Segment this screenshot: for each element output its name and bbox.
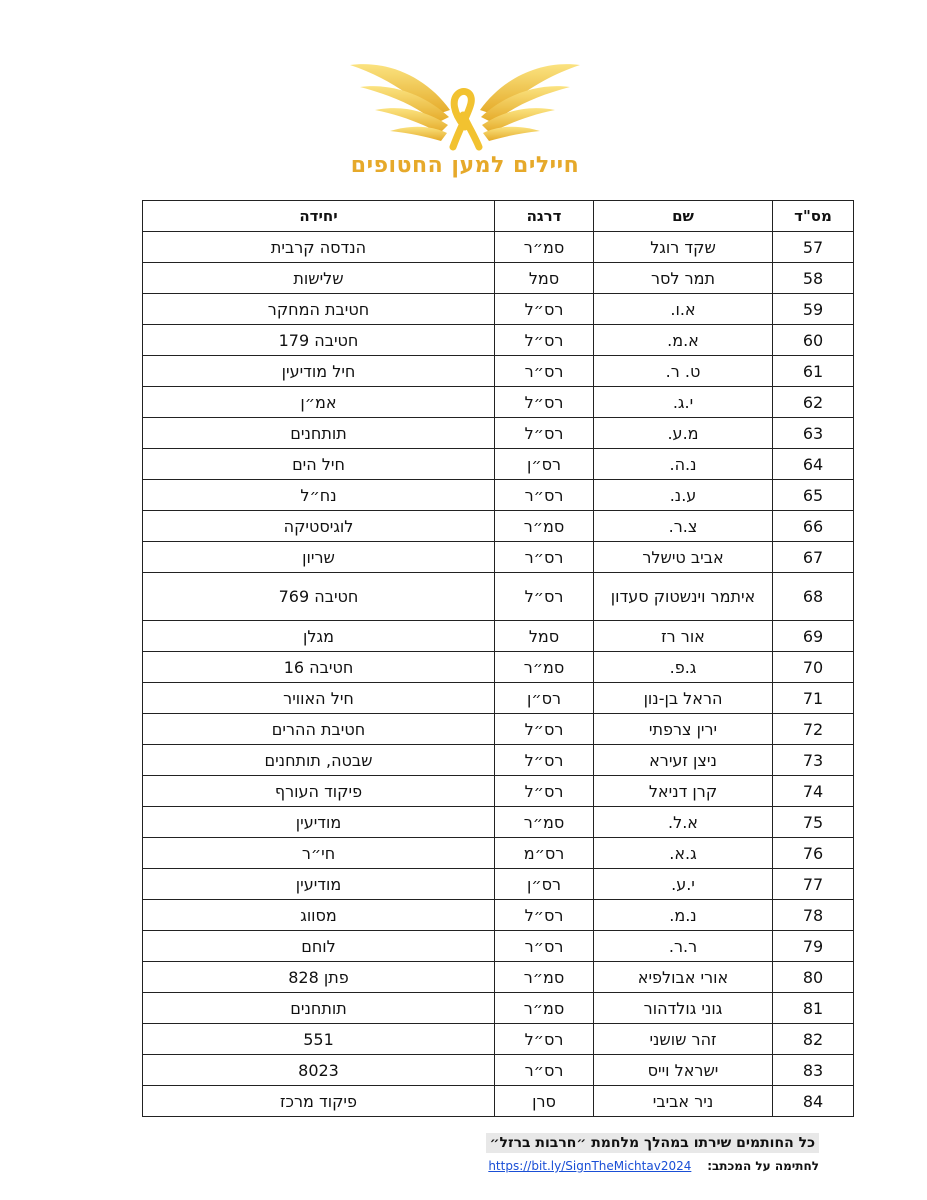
cell-rank: סמ״ר <box>495 993 594 1024</box>
table-row <box>143 356 854 387</box>
cell-num: 78 <box>773 900 854 931</box>
cell-unit: נח״ל <box>143 480 495 511</box>
cell-rank: סמ״ר <box>495 962 594 993</box>
cell-rank: רס״מ <box>495 838 594 869</box>
cell-name: אור רז <box>594 621 773 652</box>
cell-rank: סמ״ר <box>495 652 594 683</box>
cell-name: הראל בן-נון <box>594 683 773 714</box>
table-row <box>143 807 854 838</box>
footer <box>486 1132 819 1173</box>
cell-num: 60 <box>773 325 854 356</box>
cell-rank: רס״ל <box>495 776 594 807</box>
cell-rank: רס״ל <box>495 900 594 931</box>
table-row <box>143 621 854 652</box>
cell-num: 71 <box>773 683 854 714</box>
cell-num: 59 <box>773 294 854 325</box>
cell-unit: פיקוד העורף <box>143 776 495 807</box>
cell-rank: רס״ר <box>495 931 594 962</box>
cell-num: 76 <box>773 838 854 869</box>
cell-name: שקד רוגל <box>594 232 773 263</box>
cell-num: 65 <box>773 480 854 511</box>
cell-unit: חטיבת ההרים <box>143 714 495 745</box>
cell-unit: מודיעין <box>143 807 495 838</box>
cell-name: נ.מ. <box>594 900 773 931</box>
table-row <box>143 838 854 869</box>
cell-num: 70 <box>773 652 854 683</box>
cell-num: 58 <box>773 263 854 294</box>
table-row <box>143 387 854 418</box>
cell-rank: רס״ר <box>495 1055 594 1086</box>
table-row <box>143 418 854 449</box>
cell-name: א.ל. <box>594 807 773 838</box>
cell-rank: רס״ן <box>495 683 594 714</box>
table-row <box>143 542 854 573</box>
cell-rank: רס״ל <box>495 325 594 356</box>
cell-num: 57 <box>773 232 854 263</box>
cell-unit: לוגיסטיקה <box>143 511 495 542</box>
cell-num: 61 <box>773 356 854 387</box>
cell-rank: רס״ל <box>495 714 594 745</box>
cell-rank: רס״ר <box>495 356 594 387</box>
cell-unit: מודיעין <box>143 869 495 900</box>
cell-unit: לוחם <box>143 931 495 962</box>
table-row <box>143 1024 854 1055</box>
cell-name: ט. ר. <box>594 356 773 387</box>
cell-num: 69 <box>773 621 854 652</box>
cell-unit: מסווג <box>143 900 495 931</box>
header-unit: יחידה <box>143 201 495 232</box>
table-row <box>143 683 854 714</box>
cell-num: 64 <box>773 449 854 480</box>
cell-name: איתמר וינשטוק סעדון <box>594 573 773 621</box>
cell-rank: רס״ן <box>495 869 594 900</box>
signatories-table <box>142 200 854 1117</box>
table-row <box>143 573 854 621</box>
cell-unit: פתן 828 <box>143 962 495 993</box>
cell-rank: רס״ר <box>495 542 594 573</box>
table-row <box>143 263 854 294</box>
cell-rank: רס״ל <box>495 573 594 621</box>
cell-unit: תותחנים <box>143 993 495 1024</box>
cell-name: ניצן זעירא <box>594 745 773 776</box>
cell-num: 74 <box>773 776 854 807</box>
cell-name: ג.פ. <box>594 652 773 683</box>
cell-unit: 551 <box>143 1024 495 1055</box>
cell-num: 73 <box>773 745 854 776</box>
table-row <box>143 993 854 1024</box>
cell-name: נ.ה. <box>594 449 773 480</box>
cell-name: ר.ר. <box>594 931 773 962</box>
cell-unit: שלישות <box>143 263 495 294</box>
cell-name: גוני גולדהור <box>594 993 773 1024</box>
cell-rank: רס״ל <box>495 294 594 325</box>
cell-rank: סמל <box>495 263 594 294</box>
cell-num: 63 <box>773 418 854 449</box>
cell-rank: רס״ל <box>495 1024 594 1055</box>
header-name: שם <box>594 201 773 232</box>
cell-name: תמר לסר <box>594 263 773 294</box>
cell-unit: תותחנים <box>143 418 495 449</box>
cell-name: ישראל וייס <box>594 1055 773 1086</box>
table-row <box>143 962 854 993</box>
cell-unit: חטיבה 179 <box>143 325 495 356</box>
cell-rank: רס״ל <box>495 745 594 776</box>
cell-num: 80 <box>773 962 854 993</box>
table-row <box>143 714 854 745</box>
table-row <box>143 900 854 931</box>
cell-name: א.מ. <box>594 325 773 356</box>
cell-name: אביב טישלר <box>594 542 773 573</box>
cell-name: קרן דניאל <box>594 776 773 807</box>
cell-unit: פיקוד מרכז <box>143 1086 495 1117</box>
cell-num: 62 <box>773 387 854 418</box>
cell-name: י.ע. <box>594 869 773 900</box>
cell-unit: חיל האוויר <box>143 683 495 714</box>
cell-name: א.ו. <box>594 294 773 325</box>
cell-num: 81 <box>773 993 854 1024</box>
cell-num: 67 <box>773 542 854 573</box>
cell-unit: שבטה, תותחנים <box>143 745 495 776</box>
cell-num: 77 <box>773 869 854 900</box>
sign-label: לחתימה על המכתב: <box>707 1159 819 1173</box>
cell-num: 82 <box>773 1024 854 1055</box>
cell-unit: 8023 <box>143 1055 495 1086</box>
cell-unit: חטיבת המחקר <box>143 294 495 325</box>
table-row <box>143 931 854 962</box>
cell-rank: סמ״ר <box>495 807 594 838</box>
table-row <box>143 449 854 480</box>
sign-link[interactable]: https://bit.ly/SignTheMichtav2024 <box>488 1159 692 1173</box>
cell-rank: סרן <box>495 1086 594 1117</box>
ribbon-wings-icon <box>345 55 585 155</box>
cell-rank: סמ״ר <box>495 511 594 542</box>
table-row <box>143 511 854 542</box>
cell-unit: חטיבה 16 <box>143 652 495 683</box>
cell-rank: רס״ל <box>495 387 594 418</box>
cell-rank: רס״ר <box>495 480 594 511</box>
table-row <box>143 745 854 776</box>
cell-name: ניר אביבי <box>594 1086 773 1117</box>
table-row <box>143 1086 854 1117</box>
cell-num: 72 <box>773 714 854 745</box>
table-header-row <box>143 201 854 232</box>
cell-unit: חיל מודיעין <box>143 356 495 387</box>
cell-unit: חי״ר <box>143 838 495 869</box>
cell-num: 83 <box>773 1055 854 1086</box>
sign-line <box>486 1159 819 1173</box>
table-row <box>143 869 854 900</box>
table-row <box>143 294 854 325</box>
cell-unit: מגלן <box>143 621 495 652</box>
cell-num: 75 <box>773 807 854 838</box>
cell-num: 68 <box>773 573 854 621</box>
cell-unit: אמ״ן <box>143 387 495 418</box>
logo <box>345 55 585 190</box>
table-row <box>143 652 854 683</box>
cell-unit: הנדסה קרבית <box>143 232 495 263</box>
cell-rank: סמל <box>495 621 594 652</box>
cell-unit: חטיבה 769 <box>143 573 495 621</box>
cell-name: י.ג. <box>594 387 773 418</box>
logo-text: חיילים למען החטופים <box>350 153 580 178</box>
cell-rank: רס״ל <box>495 418 594 449</box>
table-row <box>143 1055 854 1086</box>
cell-name: ע.נ. <box>594 480 773 511</box>
table-row <box>143 776 854 807</box>
cell-rank: רס״ן <box>495 449 594 480</box>
header-num: מס"ד <box>773 201 854 232</box>
cell-name: ג.א. <box>594 838 773 869</box>
table-row <box>143 325 854 356</box>
cell-unit: חיל הים <box>143 449 495 480</box>
table-row <box>143 232 854 263</box>
cell-num: 84 <box>773 1086 854 1117</box>
cell-name: מ.ע. <box>594 418 773 449</box>
table-row <box>143 480 854 511</box>
cell-name: צ.ר. <box>594 511 773 542</box>
cell-num: 79 <box>773 931 854 962</box>
cell-name: זהר שושני <box>594 1024 773 1055</box>
header-rank: דרגה <box>495 201 594 232</box>
cell-num: 66 <box>773 511 854 542</box>
cell-rank: סמ״ר <box>495 232 594 263</box>
cell-name: אורי אבולפיא <box>594 962 773 993</box>
cell-unit: שריון <box>143 542 495 573</box>
footer-note: כל החותמים שירתו במהלך מלחמת ״חרבות ברזל״ <box>486 1133 819 1153</box>
cell-name: ירין צרפתי <box>594 714 773 745</box>
